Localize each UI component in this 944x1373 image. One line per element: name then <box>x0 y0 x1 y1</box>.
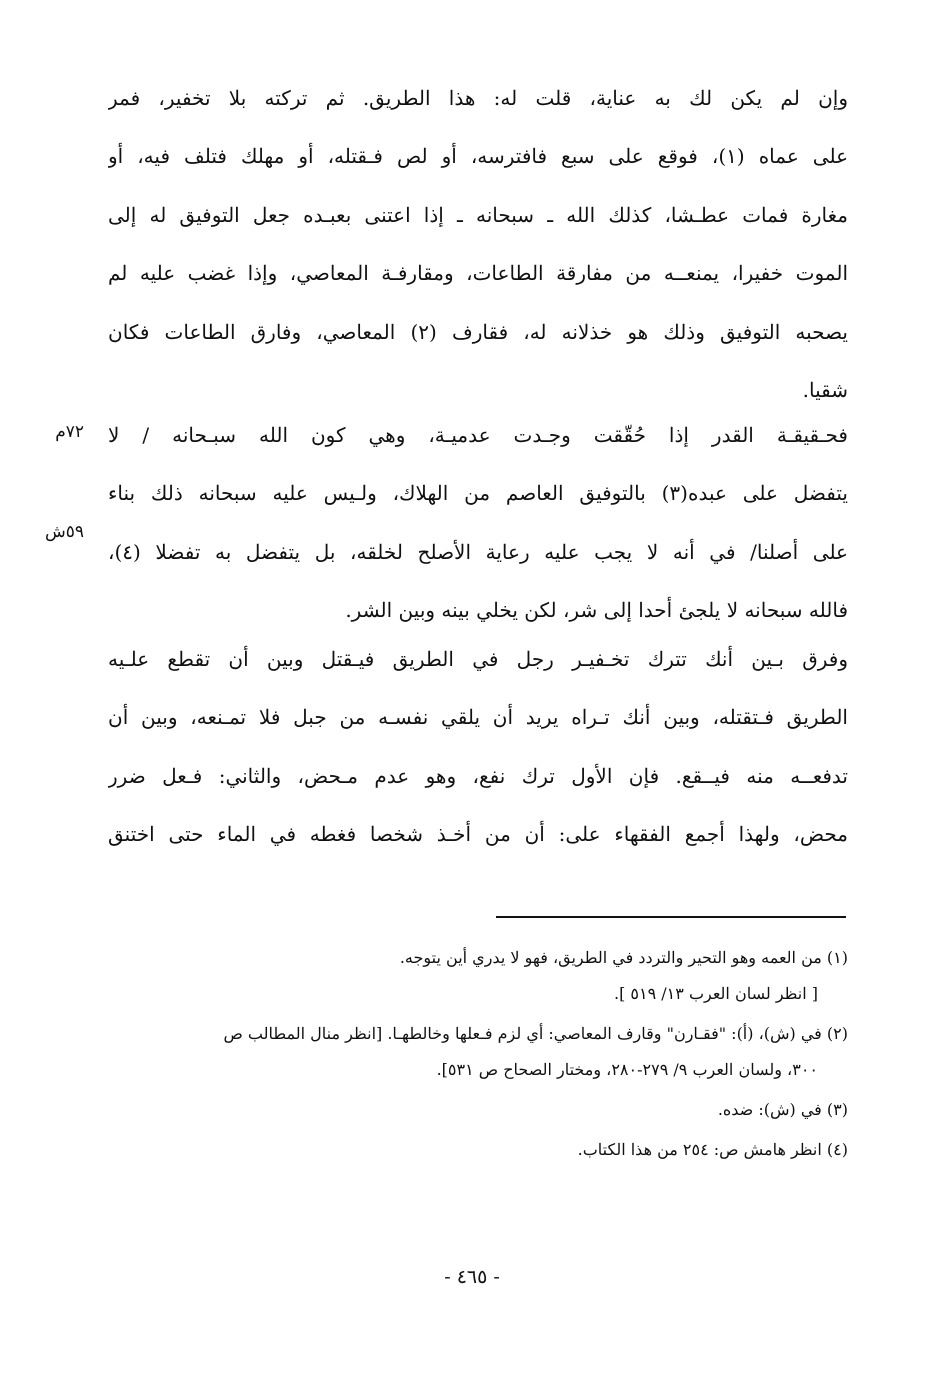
text-line: فالله سبحانه لا يلجئ أحدا إلى شر، لكن يخلي بينه وبين الشر. <box>345 598 848 623</box>
footnote-line: (٤) انظر هامش ص: ٢٥٤ من هذا الكتاب. <box>577 1140 848 1159</box>
footnote-2 <box>108 1016 848 1088</box>
text-line: الطريق فـتقتله، وبين أنك تـراه يريد أن يلقي نفسـه من جبل فلا تمـنعه، وبين أن <box>108 705 848 730</box>
text-line: وإن لم يكن لك به عناية، قلت له: هذا الطريق. ثم تركته بلا تخفير، فمر <box>108 86 848 110</box>
footnote-line: (٢) في (ش)، (أ): "فقـارن" وقارف المعاصي: أي لزم فـعلها وخالطهـا. [انظر منال المطالب ص <box>223 1024 848 1043</box>
footnote-line: (٣) في (ش): ضده. <box>717 1100 848 1119</box>
text-line: محض، ولهذا أجمع الفقهاء على: أن من أخـذ شخصا فغطه في الماء حتى اختنق <box>108 822 848 847</box>
margin-note-manuscript-sh: ٥٩ش <box>44 522 84 542</box>
text-line: على أصلنا/ في أنه لا يجب عليه رعاية الأصلح لخلقه، بل يتفضل به تفضلا (٤)، <box>108 539 848 564</box>
footnote-1 <box>108 940 848 1012</box>
text-line: يصحبه التوفيق وذلك هو خذلانه له، فقارف (٢) المعاصي، وفارق الطاعات فكان <box>108 319 848 344</box>
paragraph-1 <box>108 69 848 419</box>
text-line: مغارة فمات عطـشا، كذلك الله ـ سبحانه ـ إذا اعتنى بعبـده جعل التوفيق له إلى <box>108 202 848 227</box>
footnote-line: ٣٠٠، ولسان العرب ٩/ ٢٧٩-٢٨٠، ومختار الصحاح ص ٥٣١]. <box>436 1060 818 1079</box>
text-line: تدفعــه منه فيــقع. فإن الأول ترك نفع، وهو عدم مـحض، والثاني: فـعل ضرر <box>108 763 848 788</box>
paragraph-2 <box>108 406 848 640</box>
footnote-separator-rule <box>496 916 846 918</box>
footnote-3 <box>108 1092 848 1128</box>
footnote-line: (١) من العمه وهو التحير والتردد في الطريق، فهو لا يدري أين يتوجه. <box>399 948 848 967</box>
footnote-4 <box>108 1132 848 1168</box>
footnote-line: [ انظر لسان العرب ١٣/ ٥١٩ ]. <box>613 984 818 1003</box>
text-line: فحـقيقـة القدر إذا حُقّقت وجـدت عدميـة، وهي كون الله سبـحانه / لا <box>108 423 848 447</box>
text-line: وفرق بـين أنك تترك تخـفيـر رجل في الطريق فيـقتل وبين أن تقطع علـيه <box>108 647 848 671</box>
text-line: الموت خفيرا، يمنعــه من مفارقة الطاعات، ومقارفـة المعاصي، وإذا غضب عليه لم <box>108 261 848 286</box>
page-number: - ٤٦٥ - <box>444 1266 500 1288</box>
text-line: يتفضل على عبده(٣) بالتوفيق العاصم من الهلاك، ولـيس عليه سبحانه ذلك بناء <box>108 481 848 506</box>
text-line: على عماه (١)، فوقع على سبع فافترسه، أو لص فـقتله، أو مهلك فتلف فيه، أو <box>108 144 848 169</box>
margin-note-manuscript-m: ٧٢م <box>55 422 84 442</box>
paragraph-3 <box>108 630 848 864</box>
footnotes <box>108 940 848 1168</box>
text-line: شقيا. <box>802 377 848 402</box>
